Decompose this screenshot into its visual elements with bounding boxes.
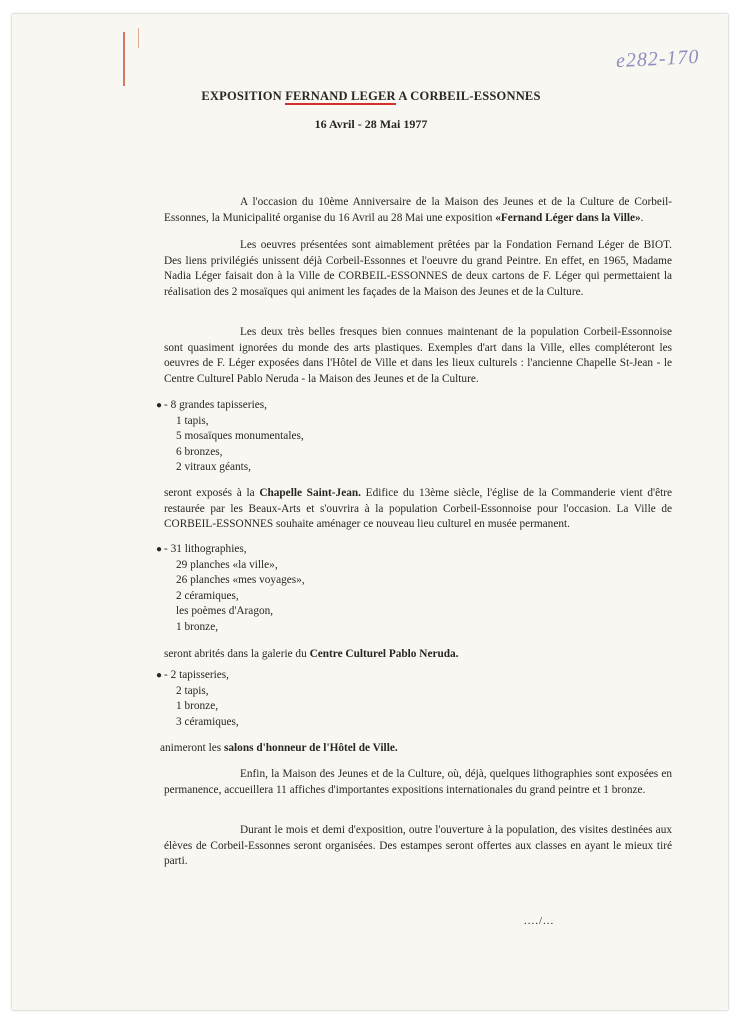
list-item: les poèmes d'Aragon, (176, 605, 274, 618)
list-item: 2 tapis, (176, 684, 209, 697)
list-hotel-de-ville (156, 668, 239, 730)
list-item: 2 céramiques, (176, 589, 239, 602)
intro-paragraph: A l'occasion du 10ème Anniversaire de la Maison des Jeunes et de la Culture de Corbeil-Essonnes, la Municipalité organise du 16 Avril au 28 Mai une exposition «Fernand Léger dans la Ville». (164, 196, 672, 224)
list-item: 1 bronze, (176, 620, 219, 633)
list-item: 29 planches «la ville», (176, 558, 278, 571)
exhibition-dates: 16 Avril - 28 Mai 1977 (314, 117, 428, 131)
list-item: 1 tapis, (176, 414, 209, 427)
handwritten-reference: e282-170 (615, 45, 701, 73)
list-item: ● - 8 grandes tapisseries, (156, 399, 267, 411)
list-item: 26 planches «mes voyages», (176, 574, 305, 587)
paragraph-loans: Les oeuvres présentées sont aimablement prêtées par la Fondation Fernand Léger de BIOT. Des liens privilégiés unissent déjà Corbeil-Essonnes et l'oeuvre du grand Peintre. En effet, en 1965, Madame Nadia Léger faisait don à la Ville de CORBEIL-ESSONNES de deux cartons de F. Léger qui permettaient la réalisation des 2 mosaïques qui animent les façades de la Maison des Jeunes et de la Culture. (164, 239, 672, 298)
paragraph-frescoes: Les deux très belles fresques bien connues maintenant de la population Corbeil-Essonnoise sont quasiment ignorées du monde des arts plastiques. Exemples d'art dans la Ville, elles compléteront les oeuvres de F. Léger exposées dans l'Hôtel de Ville et dans les lieux culturels : l'ancienne Chapelle St-Jean - le Centre Culturel Pablo Neruda - la Maison des Jeunes et de la Culture. (164, 326, 672, 385)
paragraph-hotel-de-ville: animeront les salons d'honneur de l'Hôtel de Ville. (160, 742, 398, 754)
paper-mark (123, 32, 125, 86)
list-neruda (156, 542, 305, 636)
list-item: 3 céramiques, (176, 715, 239, 728)
paragraph-chapelle: seront exposés à la Chapelle Saint-Jean. Edifice du 13ème siècle, l'église de la Commanderie vient d'être restaurée par les Beaux-Arts et s'ouvrira à la population Corbeil-Essonnoise pour l'occasion. La Ville de CORBEIL-ESSONNES souhaite aménager ce nouveau lieu culturel en musée permanent. (164, 487, 672, 531)
list-item: 6 bronzes, (176, 445, 223, 458)
list-item: 5 mosaïques monumentales, (176, 430, 304, 443)
list-item: ● - 31 lithographies, (156, 543, 247, 555)
list-item: ● - 2 tapisseries, (156, 669, 229, 681)
paragraph-mjc: Enfin, la Maison des Jeunes et de la Culture, où, déjà, quelques lithographies sont exposées en permanence, accueillera 11 affiches d'importantes expositions internationales du grand peintre et 1 bronze. (164, 768, 672, 796)
underlined-name: FERNAND LEGER (285, 89, 396, 103)
paragraph-visits: Durant le mois et demi d'exposition, outre l'ouverture à la population, des visites destinées aux élèves de Corbeil-Essonnes seront organisées. Des estampes seront offertes aux classes en ayant le mieux tiré parti. (164, 824, 672, 868)
paragraph-neruda: seront abrités dans la galerie du Centre Culturel Pablo Neruda. (164, 648, 459, 660)
list-chapelle (156, 398, 304, 476)
paper-mark (138, 28, 139, 48)
page-continuation: ..../... (524, 915, 555, 927)
list-item: 2 vitraux géants, (176, 461, 251, 474)
list-item: 1 bronze, (176, 700, 219, 713)
document-title: EXPOSITION FERNAND LEGER A CORBEIL-ESSONNES (201, 89, 541, 103)
